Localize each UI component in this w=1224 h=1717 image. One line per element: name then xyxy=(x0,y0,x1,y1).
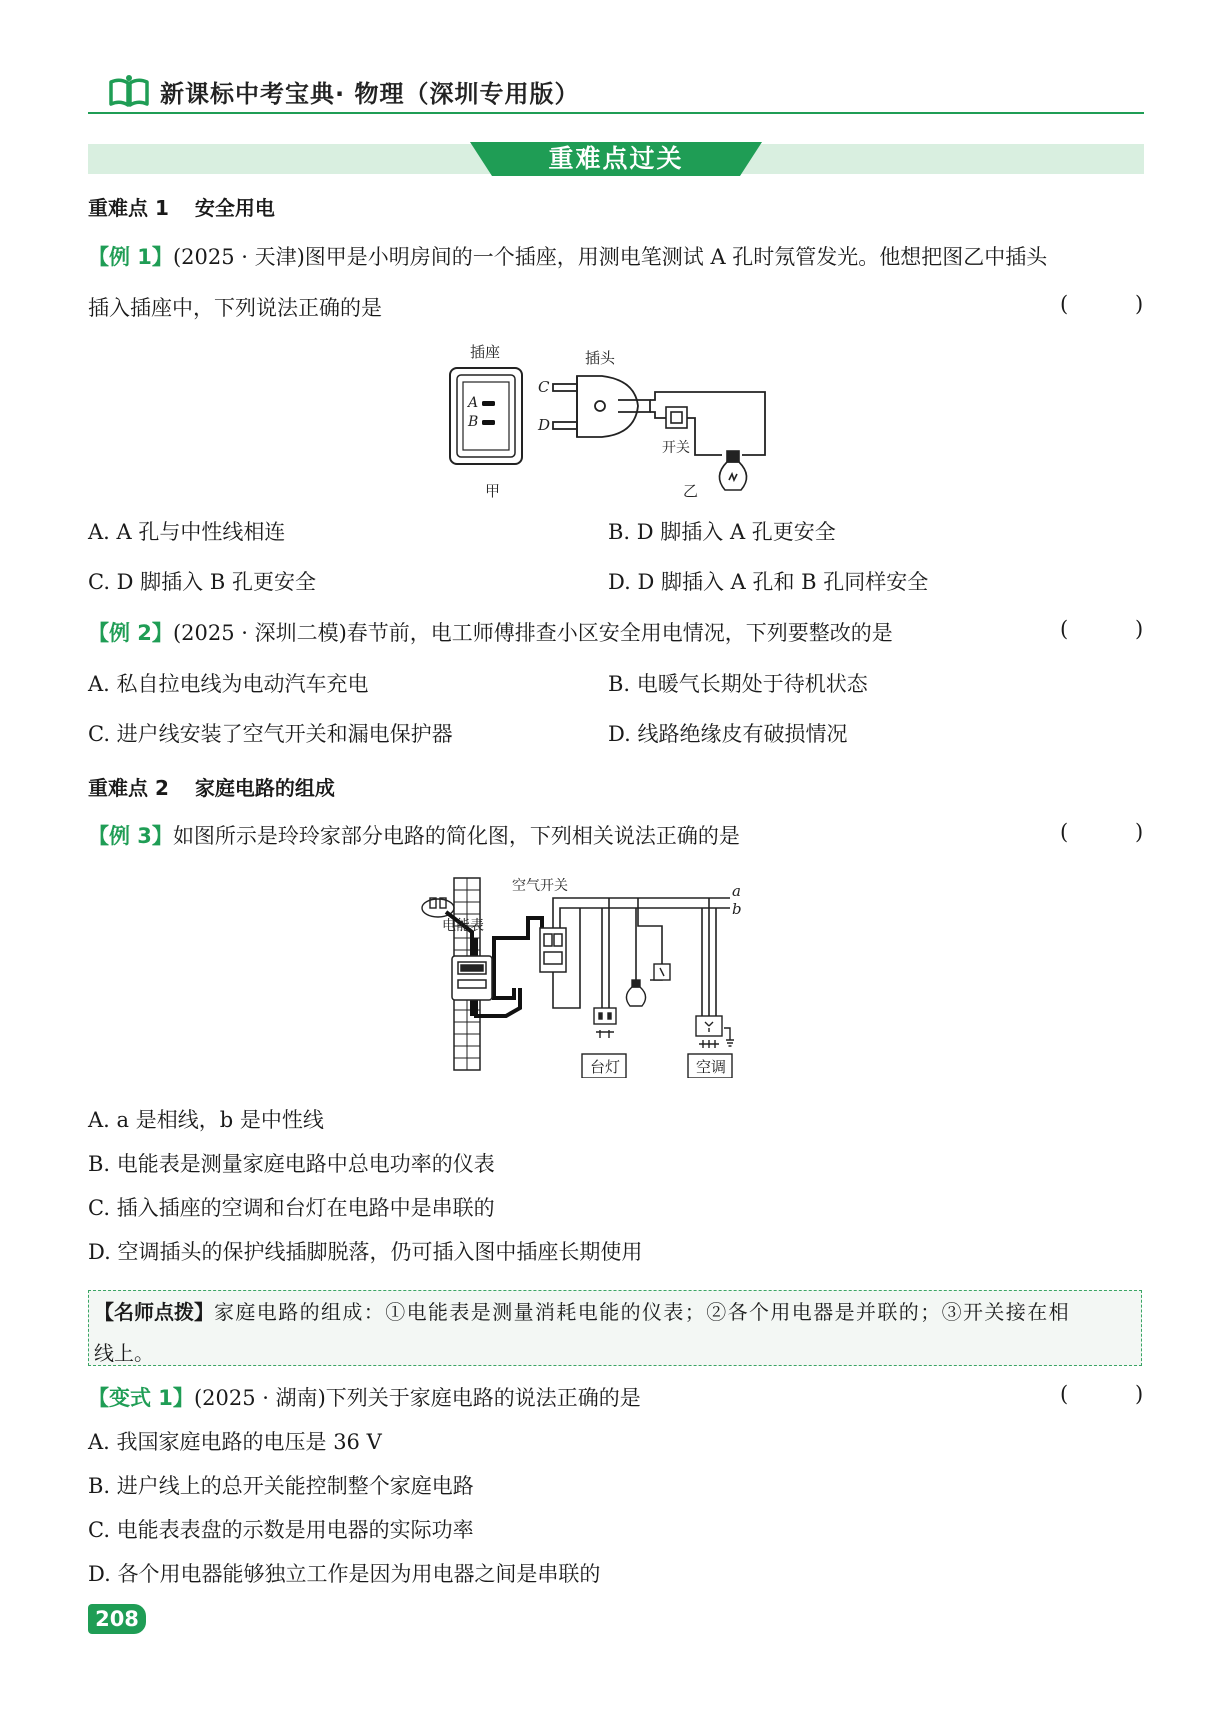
question-text: (2025 · 深圳二模)春节前，电工师傅排查小区安全用电情况，下列要整改的是 xyxy=(172,621,893,645)
book-logo-icon xyxy=(108,74,150,108)
section-number: 重难点 1 xyxy=(88,196,169,220)
question-tag: 【例 1】 xyxy=(88,245,173,269)
question-1-line-2: 插入插座中，下列说法正确的是 xyxy=(88,296,382,320)
two-pin-socket-icon xyxy=(594,1008,616,1038)
answer-blank: ( ) xyxy=(1060,292,1144,316)
section-heading-1 xyxy=(88,192,275,221)
section-heading-2 xyxy=(88,772,335,801)
option-c: C. 插入插座的空调和台灯在电路中是串联的 xyxy=(88,1196,495,1220)
question-tag: 【例 3】 xyxy=(88,824,173,848)
tip-text: 家庭电路的组成：①电能表是测量消耗电能的仪表；②各个用电器是并联的；③开关接在相 xyxy=(214,1300,1070,1324)
question-tag: 【例 2】 xyxy=(88,621,173,645)
line-a-label: a xyxy=(732,882,741,900)
meter-to-breaker-wire xyxy=(494,918,542,998)
pin-c-label: C xyxy=(538,378,550,396)
figure-yi-label: 乙 xyxy=(683,482,699,500)
option-b: B. 电暖气长期处于待机状态 xyxy=(608,672,868,696)
plug-label: 插头 xyxy=(585,349,616,367)
lamp-label: 台灯 xyxy=(590,1058,621,1076)
meter-icon xyxy=(452,956,492,1000)
plug-icon xyxy=(553,376,650,437)
option-d: D. 线路绝缘皮有破损情况 xyxy=(608,722,848,746)
hole-a-label: A xyxy=(468,395,479,411)
three-pin-socket-icon xyxy=(696,1016,734,1048)
section-title: 安全用电 xyxy=(194,196,275,220)
header-title: 新课标中考宝典· 物理（深圳专用版） xyxy=(160,80,580,108)
question-text: (2025 · 天津)图甲是小明房间的一个插座，用测电笔测试 A 孔时氖管发光。他想把图乙中插头 xyxy=(172,245,1048,269)
option-d: D. D 脚插入 A 孔和 B 孔同样安全 xyxy=(608,570,929,594)
socket-icon xyxy=(450,368,522,464)
section-number: 重难点 2 xyxy=(88,776,169,800)
answer-blank: ( ) xyxy=(1060,1382,1144,1406)
bulb-icon xyxy=(626,980,645,1006)
option-a: A. 私自拉电线为电动汽车充电 xyxy=(88,672,369,696)
breaker-icon xyxy=(540,928,566,972)
ac-label: 空调 xyxy=(696,1058,727,1076)
option-c: C. D 脚插入 B 孔更安全 xyxy=(88,570,316,594)
tip-line-1 xyxy=(94,1296,1070,1325)
wall-switch-icon xyxy=(654,964,670,980)
option-b: B. D 脚插入 A 孔更安全 xyxy=(608,520,836,544)
option-d: D. 各个用电器能够独立工作是因为用电器之间是串联的 xyxy=(88,1562,601,1586)
question-2-line-1 xyxy=(88,617,893,647)
breaker-label: 空气开关 xyxy=(512,878,568,894)
switch-label: 开关 xyxy=(662,440,690,456)
answer-blank: ( ) xyxy=(1060,617,1144,641)
figure-home-circuit xyxy=(410,868,830,1078)
question-3-line-1 xyxy=(88,820,740,850)
socket-label: 插座 xyxy=(470,343,501,361)
circuit-wires xyxy=(553,898,730,1016)
meter-label: 电能表 xyxy=(442,918,484,934)
option-a: A. 我国家庭电路的电压是 36 V xyxy=(88,1430,382,1454)
answer-blank: ( ) xyxy=(1060,820,1144,844)
bulb-icon xyxy=(719,451,746,490)
question-text: (2025 · 湖南)下列关于家庭电路的说法正确的是 xyxy=(193,1386,641,1410)
option-c: C. 电能表表盘的示数是用电器的实际功率 xyxy=(88,1518,474,1542)
question-tag: 【变式 1】 xyxy=(88,1386,194,1410)
figure-jia-label: 甲 xyxy=(485,482,501,500)
variant-1-line-1 xyxy=(88,1382,641,1412)
tip-tag: 【名师点拨】 xyxy=(94,1300,214,1324)
header-divider xyxy=(88,112,1144,114)
question-text: 如图所示是玲玲家部分电路的简化图，下列相关说法正确的是 xyxy=(172,824,740,848)
banner-title: 重难点过关 xyxy=(548,144,684,173)
question-1-line-1 xyxy=(88,241,1047,271)
option-d: D. 空调插头的保护线插脚脱落，仍可插入图中插座长期使用 xyxy=(88,1240,643,1264)
figure-socket-plug xyxy=(440,340,800,500)
tip-line-2: 线上。 xyxy=(94,1341,154,1365)
section-title: 家庭电路的组成 xyxy=(194,776,335,800)
option-c: C. 进户线安装了空气开关和漏电保护器 xyxy=(88,722,453,746)
option-b: B. 电能表是测量家庭电路中总电功率的仪表 xyxy=(88,1152,495,1176)
line-b-label: b xyxy=(732,900,742,918)
option-a: A. A 孔与中性线相连 xyxy=(88,520,286,544)
option-b: B. 进户线上的总开关能控制整个家庭电路 xyxy=(88,1474,474,1498)
page-number: 208 xyxy=(88,1604,146,1634)
switch-icon xyxy=(666,407,687,428)
option-a: A. a 是相线，b 是中性线 xyxy=(88,1108,324,1132)
pin-d-label: D xyxy=(538,416,551,434)
hole-b-label: B xyxy=(468,414,479,430)
